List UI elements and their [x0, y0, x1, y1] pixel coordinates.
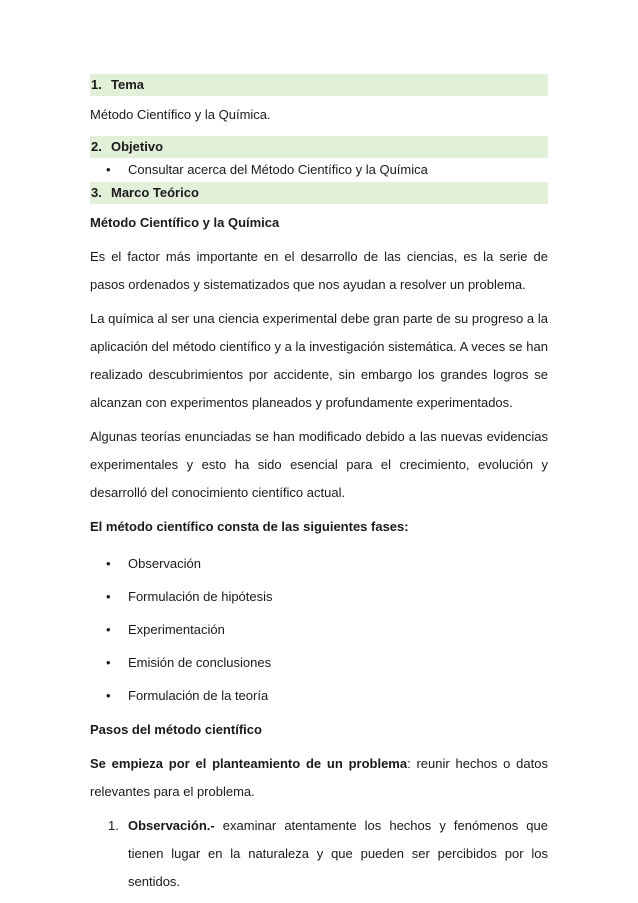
section-number: 1.: [91, 77, 102, 92]
objetivo-item: • Consultar acerca del Método Científico y la Química: [90, 158, 548, 182]
problem-bold: Se empieza por el planteamiento de un problema: [90, 756, 408, 771]
step-bold: Observación.-: [128, 818, 215, 833]
problem-rest: : reunir hechos o datos relevantes para el problema.: [90, 756, 548, 799]
section-number: 2.: [91, 139, 102, 154]
step-item: [90, 812, 548, 896]
objetivo-list: [90, 158, 548, 182]
section-heading-tema: [90, 74, 548, 96]
step-number: 1.: [108, 818, 119, 833]
tema-text: Método Científico y la Química.: [90, 107, 271, 122]
phase-item: • Formulación de hipótesis: [90, 580, 548, 613]
paragraph-3: Algunas teorías enunciadas se han modificado debido a las nuevas evidencias experimentales y esto ha sido esencial para el crecimiento, evolución y desarrolló del conocimiento científico actual.: [90, 429, 548, 500]
phase-item: • Emisión de conclusiones: [90, 646, 548, 679]
section-title: Marco Teórico: [111, 185, 199, 200]
paragraph-2: La química al ser una ciencia experimental debe gran parte de su progreso a la aplicación del método científico y a la investigación sistemática. A veces se han realizado descubrimientos por accidente, sin embargo los grandes logros se alcanzan con experimentos planeados y profundamente experimentados.: [90, 311, 548, 410]
phase-item: • Formulación de la teoría: [90, 679, 548, 712]
steps-heading: Pasos del método científico: [90, 722, 262, 737]
phase-item: • Observación: [90, 547, 548, 580]
section-heading-marco-teorico: [90, 182, 548, 204]
document-page: [90, 74, 548, 896]
phases-heading: El método científico consta de las siguientes fases:: [90, 519, 409, 534]
steps-list: [90, 812, 548, 896]
marco-subtitle: Método Científico y la Química: [90, 215, 280, 230]
section-number: 3.: [91, 185, 102, 200]
phases-list: [90, 547, 548, 712]
section-title: Objetivo: [111, 139, 164, 154]
section-heading-objetivo: [90, 136, 548, 158]
problem-paragraph: [90, 750, 548, 806]
phase-item: • Experimentación: [90, 613, 548, 646]
paragraph-1: Es el factor más importante en el desarrollo de las ciencias, es la serie de pasos ordenados y sistematizados que nos ayudan a resolver un problema.: [90, 249, 548, 292]
section-title: Tema: [111, 77, 144, 92]
step-text: examinar atentamente los hechos y fenómenos que tienen lugar en la naturaleza y que pueden ser percibidos por los sentidos.: [128, 818, 548, 889]
